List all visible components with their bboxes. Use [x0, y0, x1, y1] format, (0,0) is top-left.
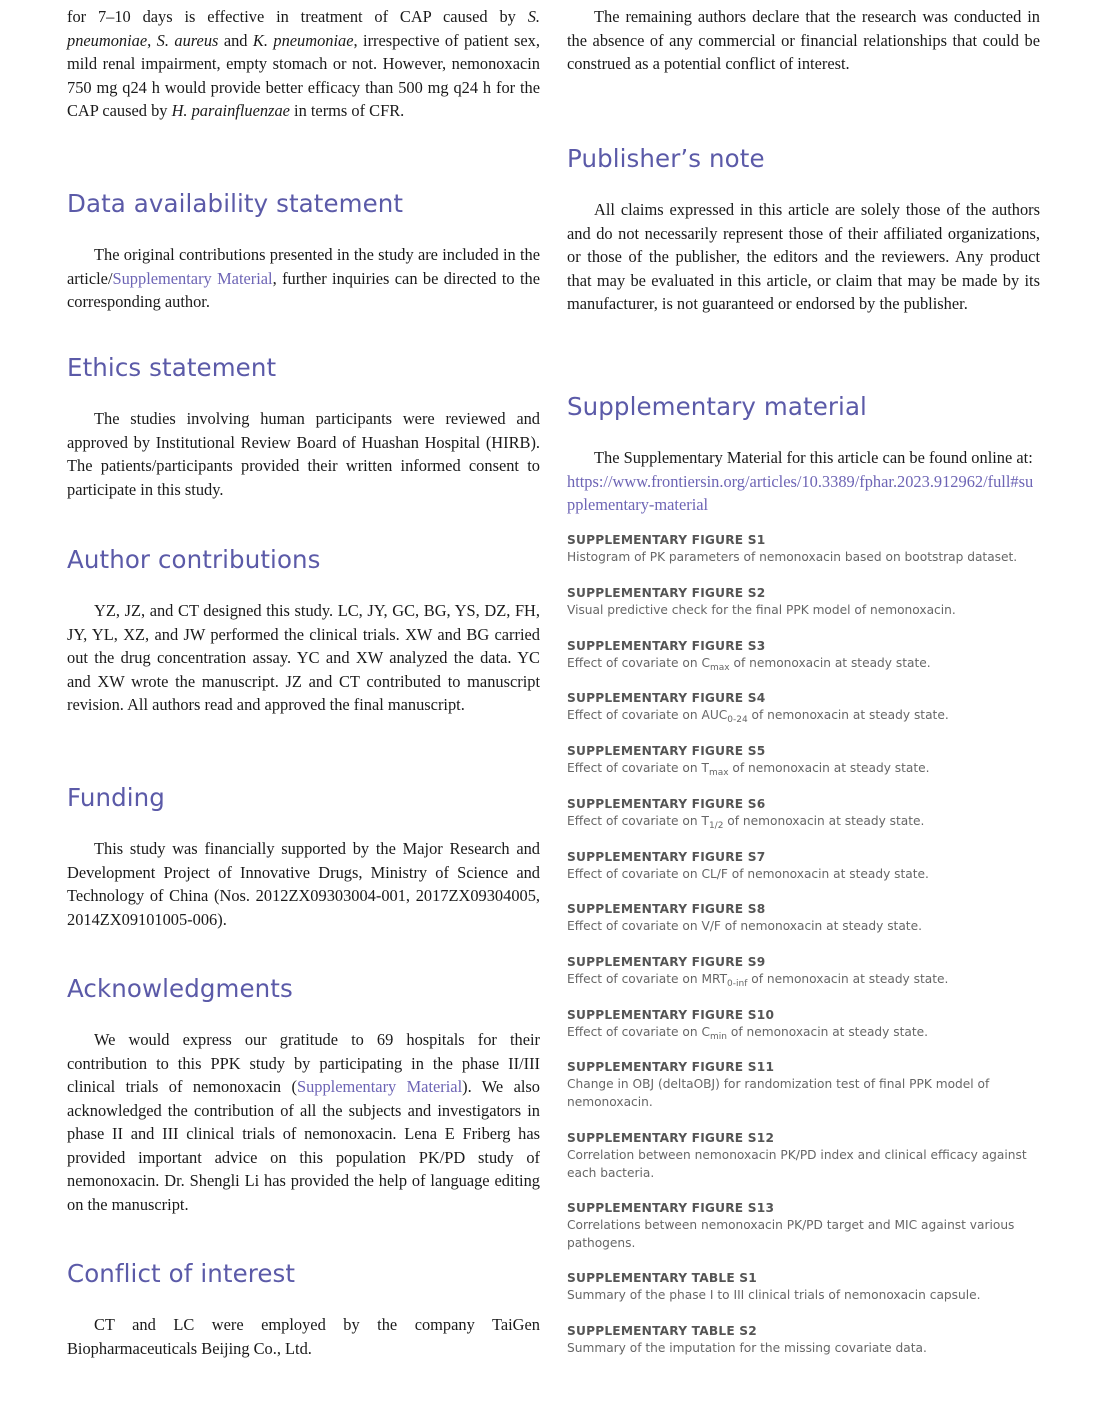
supplementary-item[interactable] [567, 532, 1040, 567]
supplementary-item-title: SUPPLEMENTARY FIGURE S10 [567, 1008, 775, 1022]
subscript: 0-inf [727, 979, 748, 989]
author-contributions-paragraph: YZ, JZ, and CT designed this study. LC, JY, GC, BG, YS, DZ, FH, JY, YL, XZ, and JW performed the clinical trials. XW and BG carried out the drug concentration assay. YC and XW analyzed the data. YC and XW wrote the manuscript. JZ and CT contributed to manuscript revision. All authors read and approved the final manuscript. [67, 601, 540, 714]
supplementary-item[interactable] [567, 954, 1040, 989]
supplementary-material-link[interactable]: Supplementary Material [112, 268, 273, 288]
supplementary-item[interactable] [567, 690, 1040, 725]
text-run: Effect of covariate on T [567, 761, 709, 775]
supplementary-item-description: Correlations between nemonoxacin PK/PD target and MIC against various pathogens. [567, 1218, 1015, 1250]
supplementary-item-title: SUPPLEMENTARY TABLE S2 [567, 1324, 757, 1338]
supplementary-item-title: SUPPLEMENTARY FIGURE S5 [567, 744, 766, 758]
heading-author-contributions: Author contributions [67, 545, 321, 574]
supplementary-item-description: Change in OBJ (deltaOBJ) for randomization test of final PPK model of nemonoxacin. [567, 1077, 990, 1109]
conflict-paragraph: CT and LC were employed by the company TaiGen Biopharmaceuticals Beijing Co., Ltd. [67, 1315, 540, 1358]
species-name: S. aureus [156, 30, 219, 50]
supplementary-item-description: Summary of the imputation for the missing covariate data. [567, 1341, 927, 1355]
subscript: 0-24 [727, 715, 748, 725]
supplementary-item-description [567, 655, 1040, 673]
heading-supplementary-material: Supplementary material [567, 392, 867, 421]
supplementary-item-description [567, 971, 1040, 989]
supplementary-item-title: SUPPLEMENTARY TABLE S1 [567, 1271, 757, 1285]
supplementary-item-title: SUPPLEMENTARY FIGURE S4 [567, 691, 766, 705]
heading-conflict-of-interest: Conflict of interest [67, 1259, 296, 1288]
supplementary-item[interactable] [567, 1200, 1040, 1252]
text-run: The Supplementary Material for this article can be found online at: [594, 448, 1033, 467]
supplementary-item-title: SUPPLEMENTARY FIGURE S1 [567, 533, 766, 547]
species-name: S. pneumoniae [67, 7, 540, 50]
text-run: We would express our gratitude to 69 hospitals for their contribution to this PPK study by participating in the phase II/III clinical trials of nemonoxacin ( [67, 1030, 540, 1096]
text-run: of nemonoxacin at steady state. [723, 814, 925, 828]
subscript: 1/2 [708, 821, 724, 831]
funding-paragraph: This study was financially supported by the Major Research and Development Project of Innovative Drugs, Ministry of Science and Technology of China (Nos. 2012ZX09303004-001, 2017ZX09304005, 2014ZX09101005-006). [67, 839, 540, 929]
supplementary-item[interactable] [567, 638, 1040, 673]
conclusion-paragraph [67, 5, 540, 123]
supplementary-item-description: Correlation between nemonoxacin PK/PD index and clinical efficacy against each bacteria. [567, 1148, 1027, 1180]
supplementary-item-description: Effect of covariate on V/F of nemonoxacin at steady state. [567, 919, 922, 933]
text-run: Effect of covariate on C [567, 656, 710, 670]
supplementary-item[interactable] [567, 743, 1040, 778]
supplementary-item[interactable] [567, 901, 1040, 936]
supplementary-item[interactable] [567, 1270, 1040, 1305]
supplementary-item-title: SUPPLEMENTARY FIGURE S3 [567, 639, 766, 653]
supplementary-item[interactable] [567, 849, 1040, 884]
supplementary-item-title: SUPPLEMENTARY FIGURE S6 [567, 797, 766, 811]
supplementary-item[interactable] [567, 585, 1040, 620]
supplementary-item-description [567, 1024, 1040, 1042]
data-availability-paragraph [67, 243, 540, 314]
supplementary-item-title: SUPPLEMENTARY FIGURE S9 [567, 955, 766, 969]
supplementary-item-title: SUPPLEMENTARY FIGURE S8 [567, 902, 766, 916]
heading-acknowledgments: Acknowledgments [67, 974, 293, 1003]
subscript: max [710, 663, 730, 673]
ethics-paragraph: The studies involving human participants were reviewed and approved by Institutional Review Board of Huashan Hospital (HIRB). The patients/participants provided their written informed consent to participate in this study. [67, 409, 540, 499]
supplementary-item[interactable] [567, 796, 1040, 831]
text-run: of nemonoxacin at steady state. [747, 708, 949, 722]
heading-publishers-note: Publisher’s note [567, 144, 765, 173]
supplementary-item[interactable] [567, 1323, 1040, 1358]
text-run: Effect of covariate on C [567, 1025, 710, 1039]
text-run: of nemonoxacin at steady state. [728, 761, 930, 775]
supplementary-item-description: Summary of the phase I to III clinical trials of nemonoxacin capsule. [567, 1288, 981, 1302]
heading-ethics: Ethics statement [67, 353, 277, 382]
supplementary-item-description [567, 707, 1040, 725]
supplementary-item-description: Visual predictive check for the final PPK model of nemonoxacin. [567, 603, 956, 617]
text-run: Effect of covariate on MRT [567, 972, 728, 986]
supplementary-item-title: SUPPLEMENTARY FIGURE S13 [567, 1201, 775, 1215]
text-run: for 7–10 days is effective in treatment of CAP caused by [67, 7, 528, 26]
supplementary-item-title: SUPPLEMENTARY FIGURE S11 [567, 1060, 775, 1074]
subscript: max [708, 768, 729, 778]
text-run: , [147, 30, 157, 50]
supplementary-url-link[interactable]: https://www.frontiersin.org/articles/10.3389/fphar.2023.912962/full#supplementary-material [567, 471, 1034, 514]
heading-data-availability: Data availability statement [67, 189, 404, 218]
subscript: min [710, 1032, 727, 1042]
text-run: and [218, 30, 253, 50]
text-run: of nemonoxacin at steady state. [747, 972, 949, 986]
supplementary-item-description: Effect of covariate on CL/F of nemonoxacin at steady state. [567, 867, 929, 881]
species-name: K. pneumoniae [252, 30, 354, 50]
acknowledgments-paragraph [67, 1028, 540, 1216]
supplementary-item-description: Histogram of PK parameters of nemonoxacin based on bootstrap dataset. [567, 550, 1018, 564]
text-run: Effect of covariate on AUC [567, 708, 728, 722]
text-run: The original contributions presented in the study are included in the article/ [67, 245, 540, 288]
supplementary-item[interactable] [567, 1007, 1040, 1042]
supplementary-item[interactable] [567, 1059, 1040, 1111]
supplementary-item-title: SUPPLEMENTARY FIGURE S2 [567, 586, 766, 600]
text-run: Effect of covariate on T [567, 814, 709, 828]
text-run: of nemonoxacin at steady state. [729, 656, 931, 670]
publishers-note-paragraph: All claims expressed in this article are solely those of the authors and do not necessarily represent those of their affiliated organizations, or those of the publisher, the editors and the reviewers. Any product that may be evaluated in this article, or claim that may be made by its manufacturer, is not guaranteed or endorsed by the publisher. [567, 200, 1040, 313]
conflict-continued-paragraph: The remaining authors declare that the research was conducted in the absence of any commercial or financial relationships that could be construed as a potential conflict of interest. [567, 7, 1040, 73]
text-run: , further inquiries can be directed to the corresponding author. [67, 268, 540, 311]
supplementary-paragraph [567, 446, 1040, 517]
supplementary-item-title: SUPPLEMENTARY FIGURE S7 [567, 850, 766, 864]
supplementary-material-link[interactable]: Supplementary Material [296, 1077, 463, 1096]
heading-funding: Funding [67, 783, 165, 812]
text-run: in terms of CFR. [289, 101, 405, 120]
supplementary-item[interactable] [567, 1130, 1040, 1182]
supplementary-item-description [567, 760, 1040, 778]
species-name: H. parainfluenzae [171, 101, 290, 120]
supplementary-item-description [567, 813, 1040, 831]
supplementary-item-title: SUPPLEMENTARY FIGURE S12 [567, 1131, 775, 1145]
text-run: ). We also acknowledged the contribution of all the subjects and investigators in phase II and III clinical trials of nemonoxacin. Lena E Friberg has provided important advice on this population PK/PD study of nemonoxacin. Dr. Shengli Li has provided the help of language editing on the manuscript. [67, 1077, 540, 1214]
text-run: , irrespective of patient sex, mild renal impairment, empty stomach or not. However, nemonoxacin 750 mg q24 h would provide better efficacy than 500 mg q24 h for the CAP caused by [67, 30, 540, 120]
text-run: of nemonoxacin at steady state. [726, 1025, 928, 1039]
